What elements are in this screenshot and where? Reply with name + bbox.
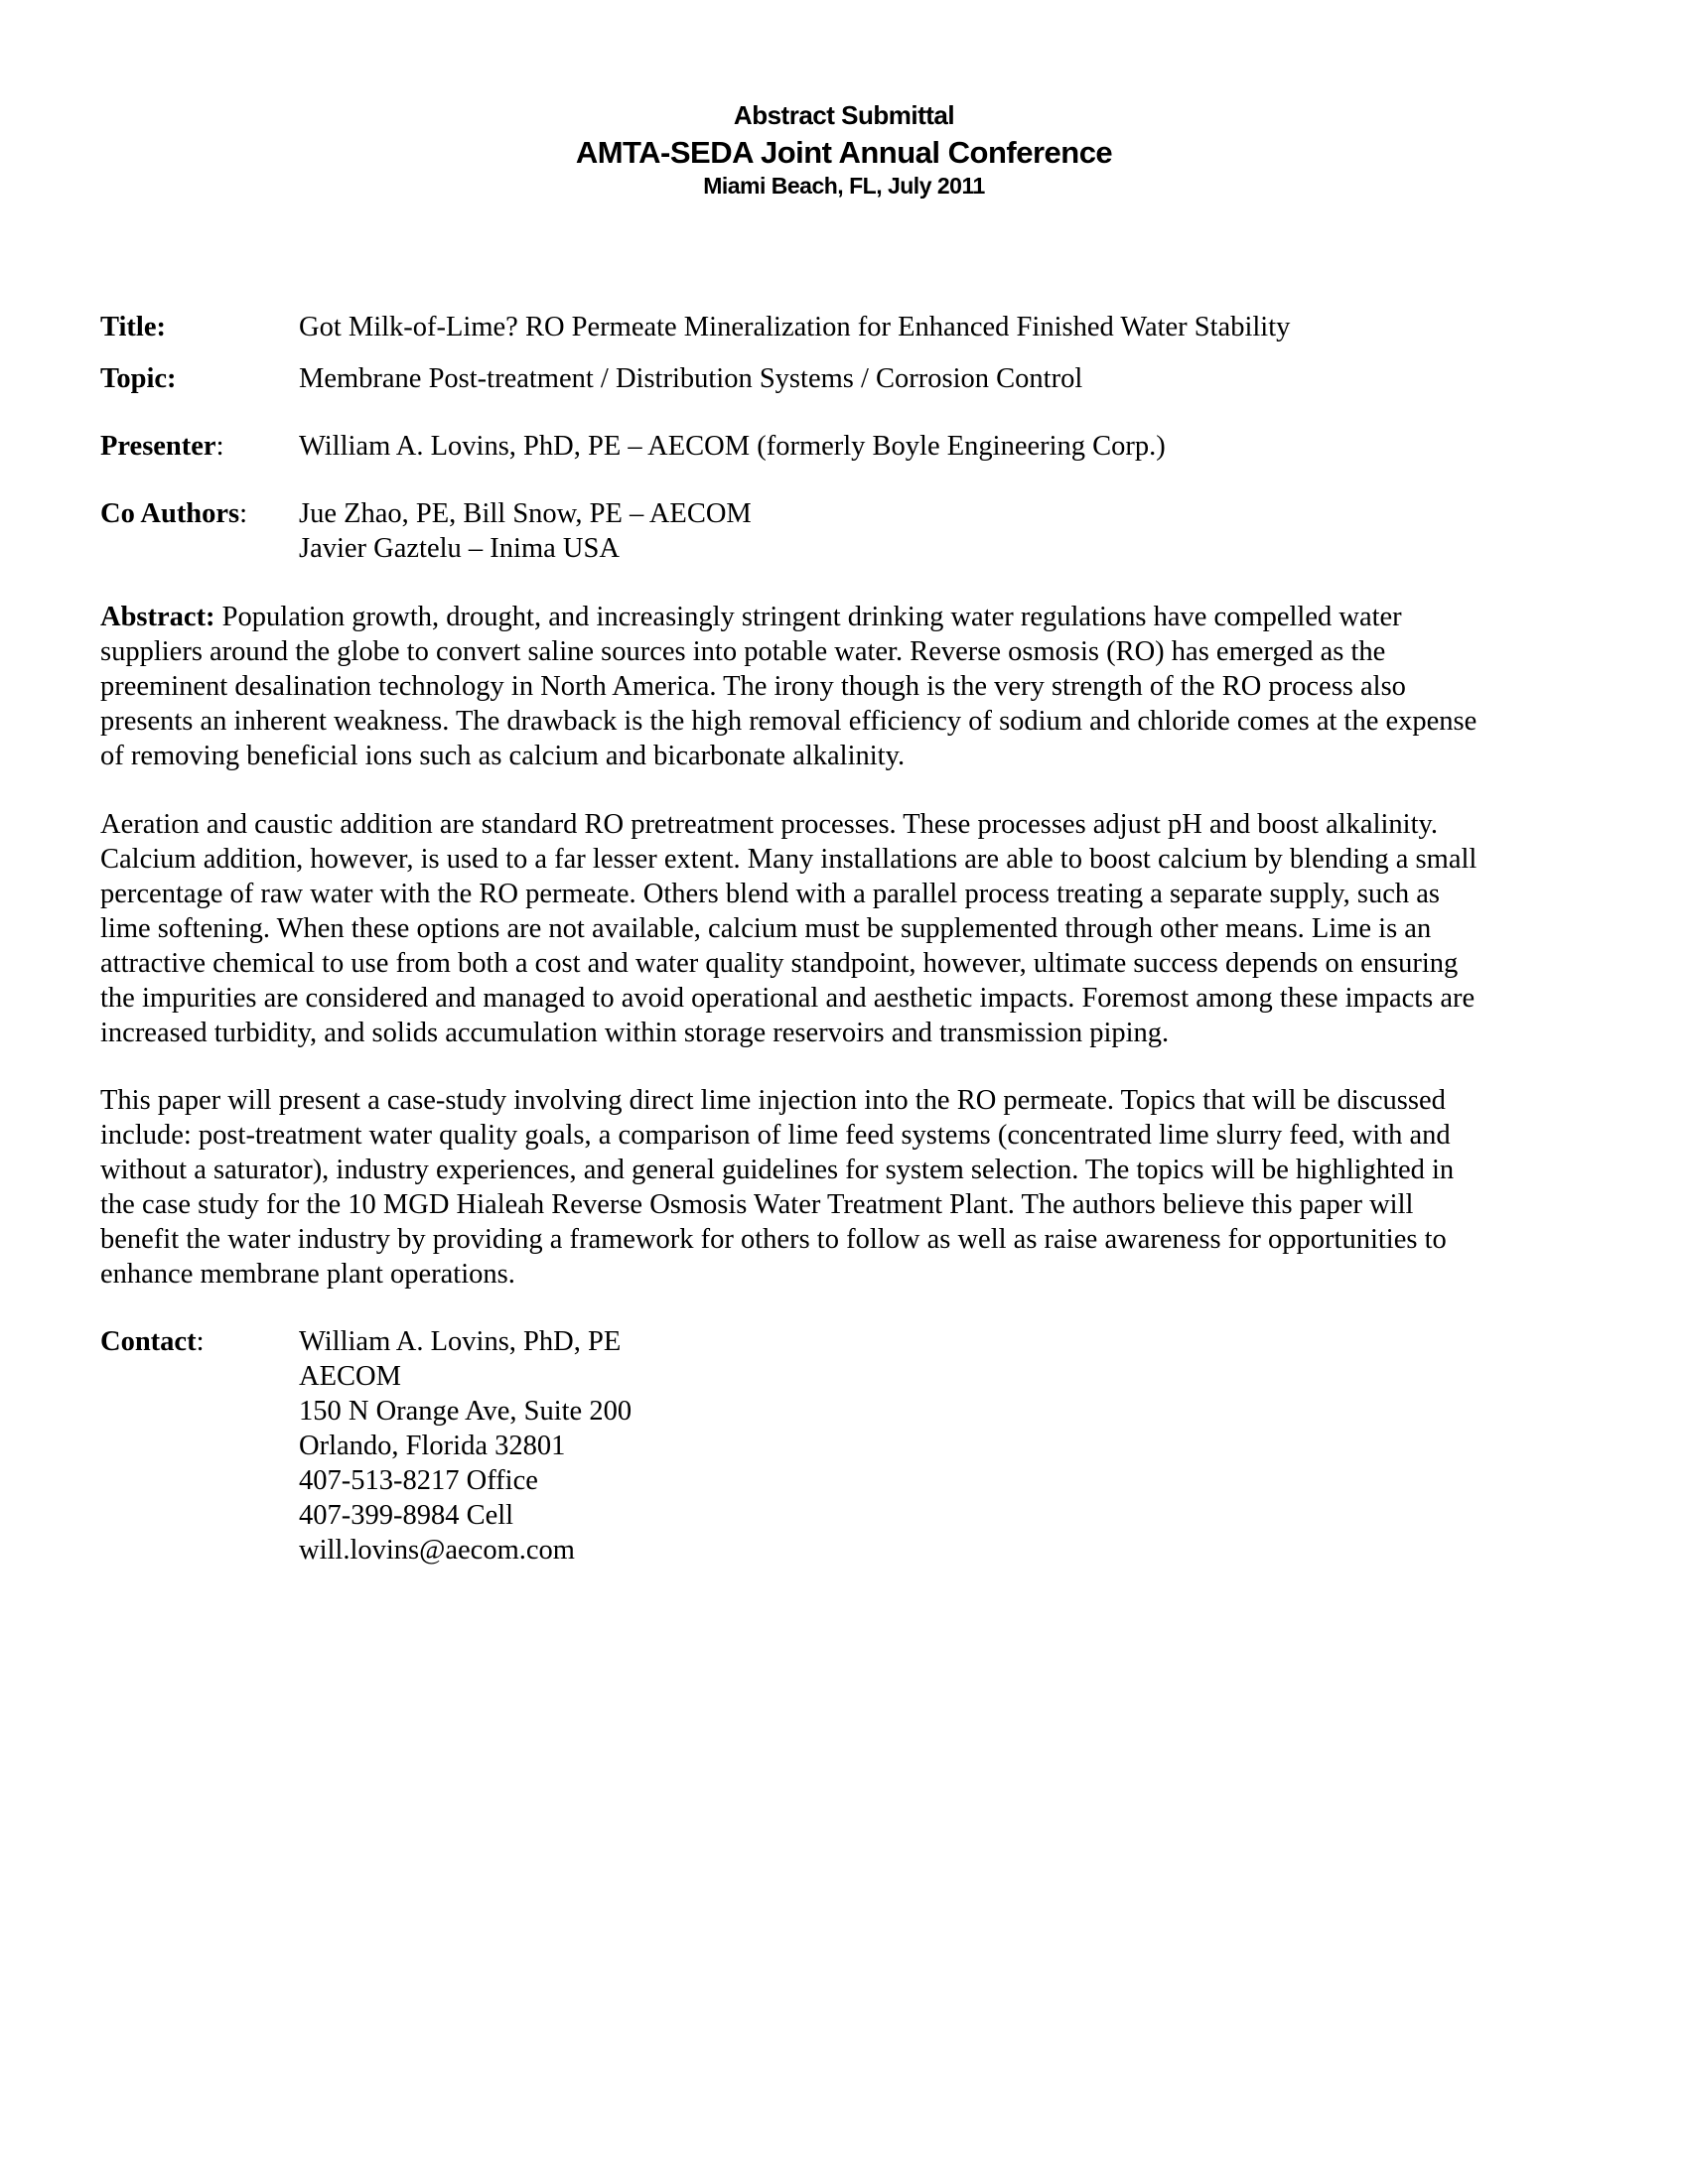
abstract-line: include: post-treatment water quality goals, a comparison of lime feed systems (concentrated lime slurry feed, with and xyxy=(100,1120,1451,1151)
abstract-line: enhance membrane plant operations. xyxy=(100,1259,515,1290)
contact-label-colon: : xyxy=(196,1326,205,1357)
abstract-line: percentage of raw water with the RO permeate. Others blend with a parallel process treating a separate supply, such as xyxy=(100,879,1441,909)
contact-label-text: Contact xyxy=(100,1326,197,1357)
header-submittal-type: Abstract Submittal xyxy=(733,100,955,130)
abstract-line: the case study for the 10 MGD Hialeah Reverse Osmosis Water Treatment Plant. The authors believe this paper will xyxy=(100,1189,1414,1220)
presenter-label xyxy=(100,429,224,464)
abstract-line: preeminent desalination technology in North America. The irony though is the very strength of the RO process also xyxy=(100,671,1406,702)
abstract-line: This paper will present a case-study involving direct lime injection into the RO permeate. Topics that will be discussed xyxy=(100,1085,1446,1116)
contact-label xyxy=(100,1324,205,1359)
abstract-line: benefit the water industry by providing a framework for others to follow as well as raise awareness for opportunities to xyxy=(100,1224,1447,1255)
abstract-paragraph-3 xyxy=(100,1083,1610,1292)
presenter-label-colon: : xyxy=(215,431,224,462)
abstract-line: attractive chemical to use from both a cost and water quality standpoint, however, ultimate success depends on ensuring xyxy=(100,948,1459,979)
coauthor-line: Javier Gaztelu – Inima USA xyxy=(299,533,620,564)
abstract-label: Abstract: xyxy=(100,602,215,632)
abstract-line: of removing beneficial ions such as calcium and bicarbonate alkalinity. xyxy=(100,741,906,771)
abstract-paragraph-2 xyxy=(100,807,1610,1050)
abstract-line: Aeration and caustic addition are standard RO pretreatment processes. These processes adjust pH and boost alkalinity. xyxy=(100,809,1439,840)
presenter-value: William A. Lovins, PhD, PE – AECOM (formerly Boyle Engineering Corp.) xyxy=(299,431,1166,462)
header-conference-name: AMTA-SEDA Joint Annual Conference xyxy=(575,135,1113,170)
abstract-paragraph-1 xyxy=(100,600,1610,773)
abstract-line: without a saturator), industry experiences, and general guidelines for system selection. The topics will be highlighted in xyxy=(100,1155,1455,1185)
contact-office-phone: 407-513-8217 Office xyxy=(299,1465,538,1496)
abstract-line: the impurities are considered and managed to avoid operational and aesthetic impacts. Foremost among these impacts are xyxy=(100,983,1476,1014)
topic-value: Membrane Post-treatment / Distribution Systems / Corrosion Control xyxy=(299,363,1083,394)
abstract-line: lime softening. When these options are not available, calcium must be supplemented through other means. Lime is an xyxy=(100,913,1432,944)
contact-city-state-zip: Orlando, Florida 32801 xyxy=(299,1431,566,1461)
abstract-line xyxy=(100,600,1610,634)
abstract-line: suppliers around the globe to convert saline sources into potable water. Reverse osmosis (RO) has emerged as the xyxy=(100,636,1386,667)
contact-company: AECOM xyxy=(299,1361,401,1392)
abstract-line: presents an inherent weakness. The drawback is the high removal efficiency of sodium and chloride comes at the expense xyxy=(100,706,1477,737)
coauthor-line: Jue Zhao, PE, Bill Snow, PE – AECOM xyxy=(299,498,752,529)
presenter-label-text: Presenter xyxy=(100,431,216,462)
abstract-line-text: Population growth, drought, and increasingly stringent drinking water regulations have compelled water xyxy=(214,602,1402,632)
header-location-date: Miami Beach, FL, July 2011 xyxy=(703,173,985,199)
topic-label: Topic: xyxy=(100,363,177,394)
abstract-line: Calcium addition, however, is used to a far lesser extent. Many installations are able to boost calcium by blending a small xyxy=(100,844,1477,875)
coauthors-value xyxy=(299,496,752,566)
abstract-line: increased turbidity, and solids accumulation within storage reservoirs and transmission piping. xyxy=(100,1018,1170,1048)
contact-name: William A. Lovins, PhD, PE xyxy=(299,1326,622,1357)
coauthors-label xyxy=(100,496,247,531)
coauthors-label-colon: : xyxy=(239,498,248,529)
contact-cell-phone: 407-399-8984 Cell xyxy=(299,1500,514,1531)
contact-email[interactable]: will.lovins@aecom.com xyxy=(299,1535,575,1566)
coauthors-label-text: Co Authors xyxy=(100,498,240,529)
title-value: Got Milk-of-Lime? RO Permeate Mineralization for Enhanced Finished Water Stability xyxy=(299,312,1291,342)
title-label: Title: xyxy=(100,312,166,342)
contact-street-address: 150 N Orange Ave, Suite 200 xyxy=(299,1396,633,1427)
contact-block xyxy=(299,1324,632,1568)
